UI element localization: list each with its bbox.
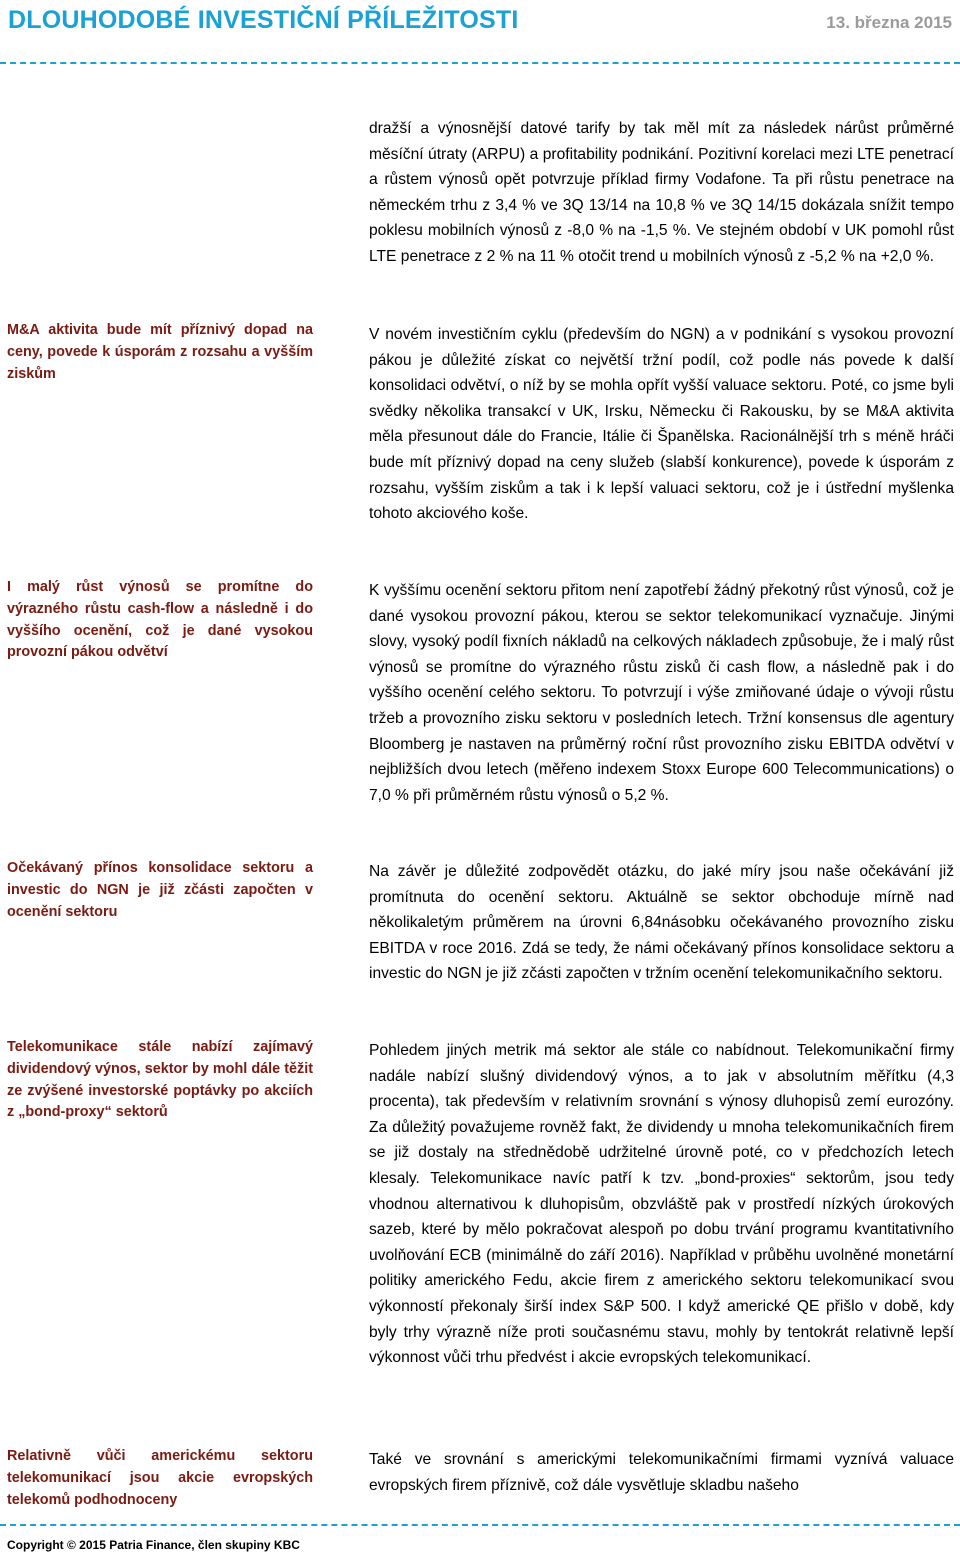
footer-divider — [0, 1524, 960, 1526]
body-paragraph: Na závěr je důležité zodpovědět otázku, do jaké míry jsou naše očekávání již promítnuta do ocenění sektoru. Aktuálně se sektor obchoduje mírně nad několikaletým průměrem na úrovni 6,84násobku očekávaného provozního zisku EBITDA v roce 2016. Zdá se tedy, že námi očekávaný přínos konsolidace sektoru a investic do NGN je již zčásti započten v tržním ocenění telekomunikačního sektoru. — [369, 863, 954, 983]
body-paragraph: Pohledem jiných metrik má sektor ale stále co nabídnout. Telekomunikační firmy nadále nabízí slušný dividendový výnos, a to jak v absolutním měřítku (4,3 procenta), tak především v relativním srovnání s výnosy dluhopisů zemí eurozóny. Za důležitý považujeme rovněž fakt, že dividendy u mnoha telekomunikačních firem se již dostaly na střednědobě udržitelné úrovně poté, co v předchozích letech klesaly. Telekomunikace navíc patří k tzv. „bond-proxies“ sektorům, jsou tedy vhodnou alternativou k dluhopisům, obzvláště pak v prostředí nízkých úrokových sazeb, které by mělo pokračovat alespoň po dobu trvání programu kvantitativního uvolňování ECB (minimálně do září 2016). Například v průběhu uvolněné monetární politiky amerického Fedu, akcie firem z amerického sektoru telekomunikací svou výkonností překonaly širší index S&P 500. I když americké QE přišlo v době, kdy byly trhy výrazně níže proti současnému stavu, mohly by tentokrát relativně lepší výkonnost vůči trhu předvést i akcie evropských telekomunikací. — [369, 1042, 954, 1367]
sidebar-note: Telekomunikace stále nabízí zajímavý dividendový výnos, sektor by mohl dále těžit ze zvýšené investorské poptávky po akciích z „bond-proxy“ sektorů — [7, 1039, 313, 1121]
sidebar-note: Relativně vůči americkému sektoru telekomunikací jsou akcie evropských telekomů podhodnoceny — [7, 1448, 313, 1508]
sidebar-note: Očekávaný přínos konsolidace sektoru a investic do NGN je již zčásti započten v ocenění sektoru — [7, 860, 313, 920]
body-paragraph: dražší a výnosnější datové tarify by tak měl mít za následek nárůst průměrné měsíční útraty (ARPU) a profitability podnikání. Pozitivní korelaci mezi LTE penetrací a růstem výnosů opět potvrzuje příklad firmy Vodafone. Ta při růstu penetrace na německém trhu z 3,4 % ve 3Q 13/14 na 10,8 % ve 3Q 14/15 dokázala snížit tempo poklesu mobilních výnosů z -8,0 % na -1,5 %. Ve stejném období v UK pomohl růst LTE penetrace z 2 % na 11 % otočit trend u mobilních výnosů z -5,2 % na +2,0 %. — [369, 120, 954, 265]
body-paragraph: V novém investičním cyklu (především do NGN) a v podnikání s vysokou provozní pákou je důležité získat co největší tržní podíl, což podle nás povede k další konsolidaci odvětví, o níž by se mohla opřít vyšší valuace sektoru. Poté, co jsme byli svědky několika transakcí v UK, Irsku, Německu či Rakousku, by se M&A aktivita měla přesunout dále do Francie, Itálie či Španělska. Racionálnější trh s méně hráči bude mít příznivý dopad na ceny služeb (slabší konkurence), povede k úsporám z rozsahu, vyšším ziskům a tak i k lepší valuaci sektoru, což je i ústřední myšlenka tohoto akciového koše. — [369, 326, 954, 523]
report-title: DLOUHODOBÉ INVESTIČNÍ PŘÍLEŽITOSTI — [8, 6, 519, 34]
report-date: 13. března 2015 — [826, 13, 952, 32]
sidebar-note: I malý růst výnosů se promítne do výrazného růstu cash-flow a následně i do vyššího ocenění, což je dané vysokou provozní pákou odvětví — [7, 579, 313, 661]
body-paragraph: K vyššímu ocenění sektoru přitom není zapotřebí žádný překotný růst výnosů, což je dané vysokou provozní pákou, kterou se sektor telekomunikací vyznačuje. Jinými slovy, vysoký podíl fixních nákladů na celkových nákladech způsobuje, že i malý růst výnosů se promítne do výrazného růstu zisků či cash flow, a následně pak i do vyššího ocenění celého sektoru. To potvrzují i výše zmiňované údaje o vývoji růstu tržeb a provozního zisku sektoru v posledních letech. Tržní konsensus dle agentury Bloomberg je nastaven na průměrný roční růst provozního zisku EBITDA odvětví v nejbližších dvou letech (měřeno indexem Stoxx Europe 600 Telecommunications) o 7,0 % při průměrném růstu výnosů o 5,2 %. — [369, 582, 954, 804]
header-divider — [0, 62, 960, 64]
page-header — [8, 4, 952, 38]
body-paragraph: Také ve srovnání s americkými telekomunikačními firmami vyznívá valuace evropských firem příznivě, což dále vysvětluje skladbu našeho — [369, 1451, 954, 1494]
sidebar-note: M&A aktivita bude mít příznivý dopad na ceny, povede k úsporám z rozsahu a vyšším ziskům — [7, 322, 313, 382]
footer-copyright: Copyright © 2015 Patria Finance, člen skupiny KBC — [7, 1538, 300, 1552]
